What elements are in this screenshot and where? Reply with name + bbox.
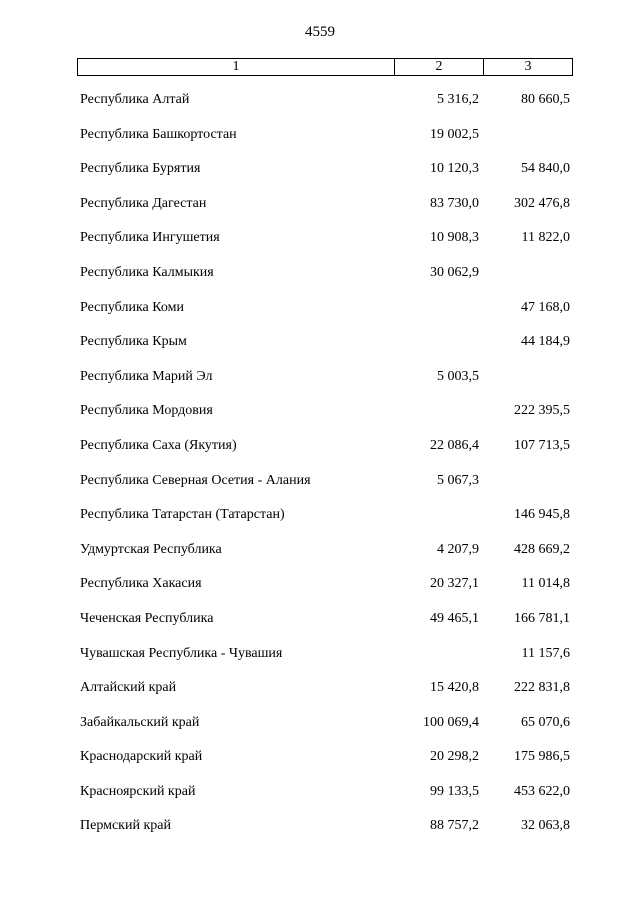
table-row xyxy=(0,812,640,847)
region-name: Республика Крым xyxy=(80,334,187,350)
table-row xyxy=(0,259,640,294)
value-col-2: 15 420,8 xyxy=(430,680,479,696)
header-col-2: 2 xyxy=(395,59,484,75)
value-col-2: 99 133,5 xyxy=(430,783,479,799)
value-col-3: 54 840,0 xyxy=(521,161,570,177)
region-name: Республика Саха (Якутия) xyxy=(80,437,237,453)
region-name: Республика Коми xyxy=(80,299,184,315)
value-col-3: 32 063,8 xyxy=(521,818,570,834)
table-row xyxy=(0,294,640,329)
region-name: Удмуртская Республика xyxy=(80,541,222,557)
value-col-3: 44 184,9 xyxy=(521,334,570,350)
value-col-2: 83 730,0 xyxy=(430,195,479,211)
header-col-1: 1 xyxy=(78,59,395,75)
value-col-3: 65 070,6 xyxy=(521,714,570,730)
page-number: 4559 xyxy=(305,24,335,40)
value-col-3: 428 669,2 xyxy=(514,541,570,557)
value-col-2: 19 002,5 xyxy=(430,126,479,142)
table-row xyxy=(0,501,640,536)
value-col-2: 22 086,4 xyxy=(430,437,479,453)
region-name: Республика Дагестан xyxy=(80,195,207,211)
value-col-2: 5 067,3 xyxy=(437,472,479,488)
table-body xyxy=(0,86,640,847)
region-name: Республика Хакасия xyxy=(80,576,202,592)
region-name: Краснодарский край xyxy=(80,749,203,765)
value-col-3: 222 831,8 xyxy=(514,680,570,696)
value-col-3: 146 945,8 xyxy=(514,507,570,523)
value-col-2: 88 757,2 xyxy=(430,818,479,834)
value-col-2: 20 327,1 xyxy=(430,576,479,592)
region-name: Республика Марий Эл xyxy=(80,368,213,384)
region-name: Республика Алтай xyxy=(80,92,190,107)
table-row xyxy=(0,536,640,571)
value-col-2: 5 316,2 xyxy=(437,92,479,107)
region-name: Республика Калмыкия xyxy=(80,264,214,280)
table-row xyxy=(0,778,640,813)
value-col-3: 175 986,5 xyxy=(514,749,570,765)
table-header xyxy=(77,58,573,76)
region-name: Республика Мордовия xyxy=(80,403,213,419)
value-col-2: 100 069,4 xyxy=(423,714,479,730)
table-row xyxy=(0,190,640,225)
value-col-2: 20 298,2 xyxy=(430,749,479,765)
value-col-3: 166 781,1 xyxy=(514,610,570,626)
region-name: Чеченская Республика xyxy=(80,610,214,626)
region-name: Республика Бурятия xyxy=(80,161,201,177)
table-row xyxy=(0,640,640,675)
table-row xyxy=(0,121,640,156)
value-col-3: 11 014,8 xyxy=(521,576,570,592)
region-name: Пермский край xyxy=(80,818,171,834)
value-col-2: 49 465,1 xyxy=(430,610,479,626)
table-row xyxy=(0,397,640,432)
value-col-2: 5 003,5 xyxy=(437,368,479,384)
value-col-3: 11 157,6 xyxy=(521,645,570,661)
value-col-3: 11 822,0 xyxy=(521,230,570,246)
value-col-3: 302 476,8 xyxy=(514,195,570,211)
table-row xyxy=(0,363,640,398)
value-col-3: 80 660,5 xyxy=(521,92,570,107)
table-row xyxy=(0,86,640,121)
region-name: Республика Северная Осетия - Алания xyxy=(80,472,311,488)
table-row xyxy=(0,328,640,363)
value-col-2: 10 908,3 xyxy=(430,230,479,246)
region-name: Красноярский край xyxy=(80,783,196,799)
table-row xyxy=(0,467,640,502)
region-name: Республика Татарстан (Татарстан) xyxy=(80,507,285,523)
region-name: Чувашская Республика - Чувашия xyxy=(80,645,283,661)
table-row xyxy=(0,224,640,259)
value-col-3: 222 395,5 xyxy=(514,403,570,419)
region-name: Республика Ингушетия xyxy=(80,230,220,246)
table-row xyxy=(0,432,640,467)
header-col-3: 3 xyxy=(524,59,532,74)
value-col-2: 4 207,9 xyxy=(437,541,479,557)
region-name: Алтайский край xyxy=(80,680,177,696)
table-row xyxy=(0,155,640,190)
table-row xyxy=(0,605,640,640)
table-row xyxy=(0,709,640,744)
region-name: Республика Башкортостан xyxy=(80,126,237,142)
table-row xyxy=(0,674,640,709)
value-col-3: 107 713,5 xyxy=(514,437,570,453)
value-col-2: 10 120,3 xyxy=(430,161,479,177)
value-col-2: 30 062,9 xyxy=(430,264,479,280)
region-name: Забайкальский край xyxy=(80,714,200,730)
table-row xyxy=(0,570,640,605)
value-col-3: 453 622,0 xyxy=(514,783,570,799)
table-row xyxy=(0,743,640,778)
value-col-3: 47 168,0 xyxy=(521,299,570,315)
